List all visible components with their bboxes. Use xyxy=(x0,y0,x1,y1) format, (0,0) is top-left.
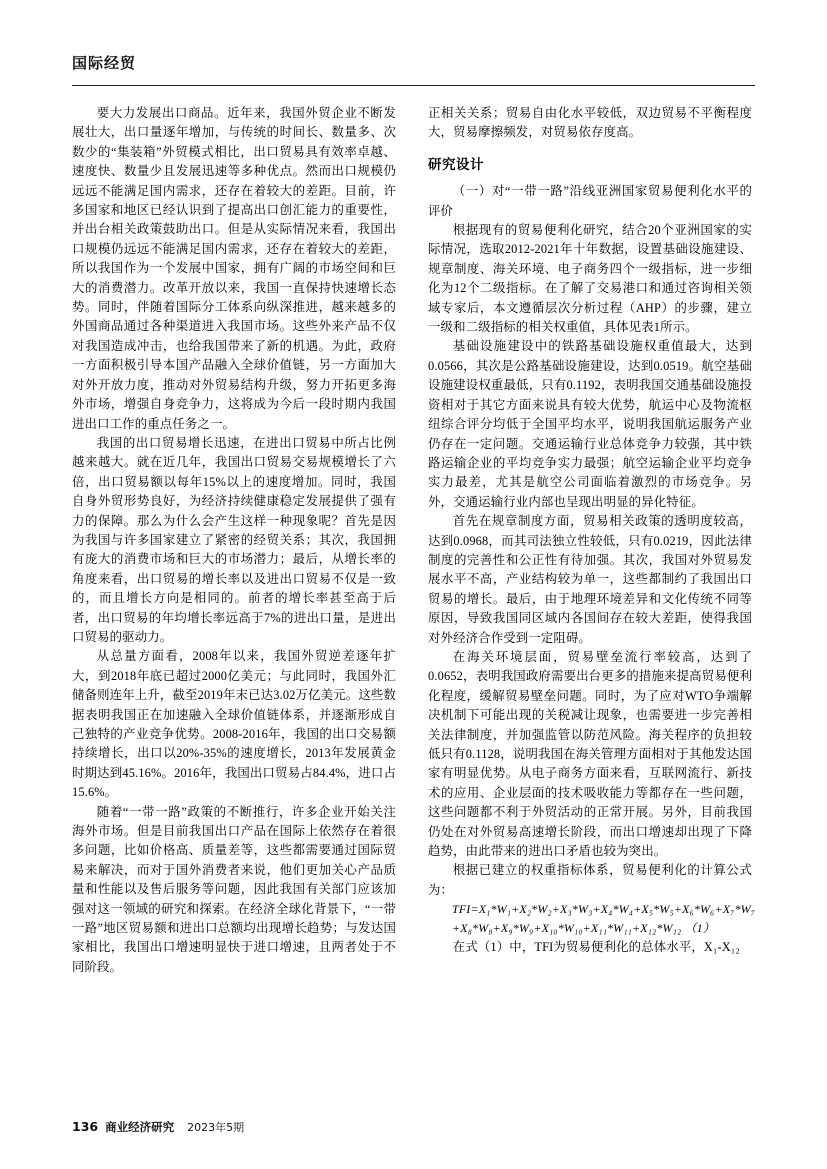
formula-number: （1） xyxy=(684,921,715,936)
formula-line-2 xyxy=(428,919,752,938)
paragraph: 从总量方面看，2008年以来，我国外贸逆差逐年扩大，到2018年底已超过2000亿美元；与此同时，我国外汇储备则连年上升，截至2019年末已达3.02万亿美元。这些数据表明我国正在加速融入全球价值链体系，并逐渐形成自己独特的产业竞争优势。2008-2016年，我国的出口交易额持续增长，出口以20%-35%的速度增长，2013年发展黄金时期达到45.16%。2016年，我国出口贸易占84.4%，进口占15.6%。 xyxy=(72,649,396,800)
paragraph: 随着“一带一路”政策的不断推行，许多企业开始关注海外市场。但是目前我国出口产品在国际上依然存在着很多问题，比如价格高、质量差等，这些都需要通过国际贸易来解决，而对于国外消费者来说，他们更加关心产品质量和性能以及售后服务等问题，因此我国有关部门应该加强对这一领域的研究和探索。在经济全球化背景下，“一带一路”地区贸易额和进出口总额均出现增长趋势；与发达国家相比，我国出口增速明显快于进口增速，且两者处于不同阶段。 xyxy=(72,804,396,974)
paragraph: 要大力发展出口商品。近年来，我国外贸企业不断发展壮大，出口量逐年增加，与传统的时间长、数量多、次数少的“集装箱”外贸模式相比，出口贸易具有效率卓越、速度快、数量少且发展迅速等多种优点。然而出口规模仍远远不能满足国内需求，还存在着较大的差距。目前，许多国家和地区已经认识到了提高出口创汇能力的重要性，并出台相关政策鼓助出口。但是从实际情况来看，我国出口规模仍远远不能满足国内需求，还存在着较大的差距，所以我国作为一个发展中国家，拥有广阔的市场空间和巨大的消费潜力。改革开放以来，我国一直保持快速增长态势。同时，伴随着国际分工体系向纵深推进，越来越多的外国商品通过各种渠道进入我国市场。这些外来产品不仅对我国造成冲击，也给我国带来了新的机遇。为此，政府一方面积极引导本国产品融入全球价值链，另一方面加大对外开放力度，推动对外贸易结构升级，努力开拓更多海外市场，增强自身竞争力，这将成为今后一段时期内我国进出口工作的重点任务之一。 xyxy=(72,106,396,431)
formula-line-2-text: +X₈*W₈+X₉*W₉+X₁₀*W₁₀+X₁₁*W₁₁+X₁₂*W₁₂ xyxy=(452,921,682,936)
section-heading: 研究设计 xyxy=(428,156,484,173)
paragraph: 根据已建立的权重指标体系，贸易便利化的计算公式为： xyxy=(428,863,752,897)
page-number: 136 xyxy=(72,1119,99,1134)
issue-label: 2023年5期 xyxy=(187,1121,245,1134)
page-header xyxy=(72,52,755,86)
header-divider xyxy=(72,85,755,86)
paragraph: 我国的出口贸易增长迅速，在进出口贸易中所占比例越来越大。就在近几年，我国出口贸易交易规模增长了六倍，出口贸易额以每年15%以上的速度增加。同时，我国自身外贸形势良好，为经济持续健康稳定发展提供了强有力的保障。那么为什么会产生这样一种现象呢？首先是因为我国与许多国家建立了紧密的经贸关系；其次，我国拥有庞大的消费市场和巨大的市场潜力；最后，从增长率的角度来看，出口贸易的增长率以及进出口贸易不仅是一致的，而且增长方向是相同的。前者的增长率甚至高于后者，出口贸易的年均增长率远高于7%的进出口量，是进出口贸易的驱动力。 xyxy=(72,435,396,644)
paragraph: 首先在规章制度方面，贸易相关政策的透明度较高，达到0.0968，而其司法独立性较低，只有0.0219，因此法律制度的完善性和公正性有待加强。其次，我国对外贸易发展水平不高，产业结构较为单一，这些都制约了我国出口贸易的增长。最后，由于地理环境差异和文化传统不同等原因，导致我国同区域内各国间存在较大差距，使得我国对外经济合作受到一定阻碍。 xyxy=(428,514,752,645)
paragraph: 在式（1）中，TFI为贸易便利化的总体水平，X₁-X₁₂ xyxy=(452,940,740,955)
header-title: 国际经贸 xyxy=(72,54,137,72)
page-footer xyxy=(72,1119,244,1135)
paragraph-continuation: 正相关关系；贸易自由化水平较低，双边贸易不平衡程度大，贸易摩擦频发，对贸易依存度高。 xyxy=(428,106,752,140)
right-column xyxy=(428,104,756,1103)
journal-name: 商业经济研究 xyxy=(105,1120,175,1134)
paragraph: 基础设施建设中的铁路基础设施权重值最大，达到0.0566，其次是公路基础设施建设，达到0.0519。航空基础设施建设权重最低，只有0.1192，表明我国交通基础设施投资相对于其它方面来说具有较大优势，航运中心及物流枢纽综合评分均低于全国平均水平，说明我国航运服务产业仍存在一定问题。交通运输行业总体竞争力较强，其中铁路运输企业的平均竞争实力最强；航空运输企业平均竞争实力最差，尤其是航空公司面临着激烈的市场竞争。另外，交通运输行业内部也呈现出明显的异化特征。 xyxy=(428,339,752,509)
two-column-body xyxy=(72,104,755,1103)
paragraph: 根据现有的贸易便利化研究，结合20个亚洲国家的实际情况，选取2012-2021年十年数据，设置基础设施建设、规章制度、海关环境、电子商务四个一级指标，进一步细化为12个二级指标。在了解了交易港口和通过咨询相关领域专家后，本文遵循层次分析过程（AHP）的步骤，建立一级和二级指标的相关权重值，具体见表1所示。 xyxy=(428,223,752,335)
subsection-heading: （一）对“一带一路”沿线亚洲国家贸易便利化水平的评价 xyxy=(428,184,752,218)
left-column xyxy=(72,104,396,1103)
formula-line-1: TFI=X₁*W₁+X₂*W₂+X₃*W₃+X₄*W₄+X₅*W₅+X₆*W₆+X₇*W₇ xyxy=(452,902,756,917)
paragraph: 在海关环境层面，贸易壁垒流行率较高，达到了0.0652，表明我国政府需要出台更多的措施来提高贸易便利化程度，缓解贸易壁垒问题。同时，为了应对WTO争端解决机制下可能出现的关税减让现象，也需要进一步完善相关法律制度，并加强监管以防范风险。海关程序的负担较低只有0.1128，说明我国在海关管理方面相对于其他发达国家有明显优势。从电子商务方面来看，互联网流行、新技术的应用、企业层面的技术吸收能力等都存在一些问题，这些问题都不利于外贸活动的正常开展。另外，目前我国仍处在对外贸易高速增长阶段，而出口增速却出现了下降趋势，由此带来的进出口矛盾也较为突出。 xyxy=(428,649,752,859)
